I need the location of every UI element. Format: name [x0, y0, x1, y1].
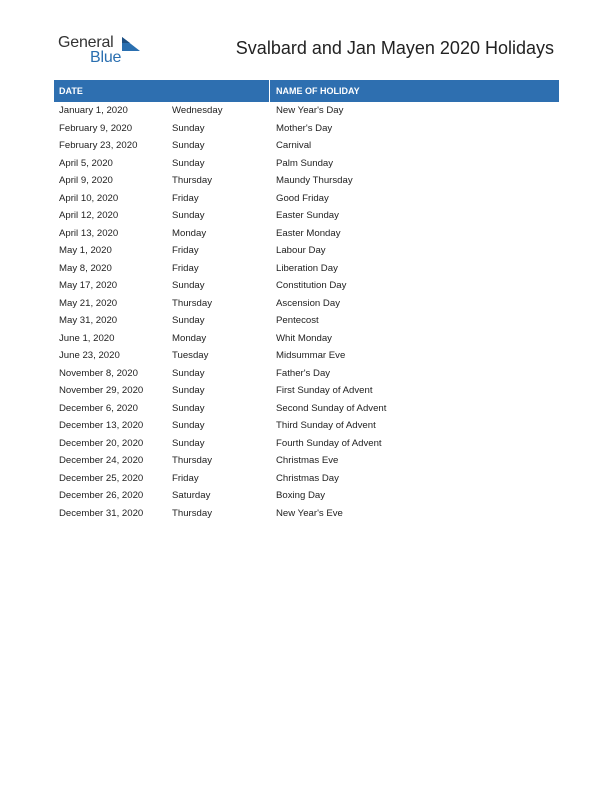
cell-holiday-name: Palm Sunday: [276, 157, 334, 169]
cell-holiday-name: Liberation Day: [276, 262, 338, 274]
table-row: [54, 295, 559, 313]
header-divider: [269, 80, 270, 102]
cell-holiday-name: Maundy Thursday: [276, 175, 353, 186]
cell-holiday-name: New Year's Eve: [276, 507, 343, 519]
table-row: [54, 242, 559, 260]
table-row: [54, 277, 559, 295]
cell-weekday: Monday: [172, 227, 207, 239]
holidays-table: [54, 80, 559, 522]
cell-date: January 1, 2020: [59, 105, 128, 116]
table-row: [54, 225, 559, 243]
cell-holiday-name: Constitution Day: [276, 280, 347, 291]
table-row: [54, 330, 559, 348]
cell-date: April 12, 2020: [59, 210, 119, 221]
cell-holiday-name: Third Sunday of Advent: [276, 420, 376, 431]
cell-weekday: Sunday: [172, 315, 205, 326]
cell-weekday: Sunday: [172, 210, 205, 221]
cell-weekday: Thursday: [172, 507, 212, 519]
cell-date: December 25, 2020: [59, 472, 144, 484]
page-title: Svalbard and Jan Mayen 2020 Holidays: [235, 38, 554, 58]
cell-holiday-name: Midsummar Eve: [276, 350, 346, 361]
cell-holiday-name: New Year's Day: [276, 105, 344, 116]
cell-holiday-name: Pentecost: [276, 315, 319, 326]
cell-date: April 5, 2020: [59, 157, 113, 169]
cell-date: February 9, 2020: [59, 122, 133, 134]
cell-date: November 29, 2020: [59, 385, 144, 396]
cell-date: December 31, 2020: [59, 507, 144, 519]
cell-date: April 13, 2020: [59, 227, 119, 239]
cell-holiday-name: Whit Monday: [276, 332, 332, 344]
cell-holiday-name: Second Sunday of Advent: [276, 402, 387, 414]
table-row: [54, 487, 559, 505]
cell-date: April 9, 2020: [59, 175, 113, 186]
cell-holiday-name: First Sunday of Advent: [276, 385, 373, 396]
cell-weekday: Friday: [172, 472, 199, 484]
table-row: [54, 400, 559, 418]
cell-weekday: Sunday: [172, 437, 205, 449]
cell-holiday-name: Carnival: [276, 140, 312, 151]
table-row: [54, 417, 559, 435]
cell-date: February 23, 2020: [59, 140, 138, 151]
cell-date: May 8, 2020: [59, 262, 112, 274]
table-row: [54, 452, 559, 470]
cell-holiday-name: Easter Monday: [276, 227, 341, 239]
table-row: [54, 435, 559, 453]
cell-date: June 23, 2020: [59, 350, 120, 361]
cell-holiday-name: Labour Day: [276, 245, 326, 256]
cell-weekday: Sunday: [172, 280, 205, 291]
cell-holiday-name: Ascension Day: [276, 297, 340, 309]
cell-date: May 1, 2020: [59, 245, 112, 256]
logo-text-general: General: [58, 34, 114, 51]
table-row: [54, 382, 559, 400]
cell-weekday: Tuesday: [172, 350, 209, 361]
cell-weekday: Monday: [172, 332, 207, 344]
cell-date: December 13, 2020: [59, 420, 144, 431]
header-holiday-name: NAME OF HOLIDAY: [276, 86, 360, 96]
cell-weekday: Wednesday: [172, 105, 223, 116]
table-row: [54, 347, 559, 365]
cell-date: December 6, 2020: [59, 402, 138, 414]
cell-weekday: Sunday: [172, 420, 205, 431]
cell-holiday-name: Mother's Day: [276, 122, 333, 134]
cell-holiday-name: Christmas Eve: [276, 455, 339, 466]
cell-weekday: Sunday: [172, 157, 205, 169]
cell-date: December 20, 2020: [59, 437, 144, 449]
table-row: [54, 470, 559, 488]
table-row: [54, 365, 559, 383]
cell-date: December 26, 2020: [59, 490, 144, 501]
cell-date: May 31, 2020: [59, 315, 118, 326]
cell-weekday: Sunday: [172, 140, 205, 151]
cell-holiday-name: Christmas Day: [276, 472, 339, 484]
logo-text-blue: Blue: [90, 49, 122, 66]
cell-holiday-name: Boxing Day: [276, 490, 326, 501]
cell-weekday: Sunday: [172, 367, 205, 379]
table-row: [54, 312, 559, 330]
cell-weekday: Sunday: [172, 385, 205, 396]
cell-holiday-name: Easter Sunday: [276, 210, 339, 221]
table-body: [54, 102, 559, 522]
cell-date: November 8, 2020: [59, 367, 138, 379]
table-row: [54, 155, 559, 173]
logo: [58, 34, 148, 68]
cell-holiday-name: Good Friday: [276, 192, 329, 204]
header-date: DATE: [59, 86, 83, 96]
cell-date: December 24, 2020: [59, 455, 144, 466]
table-row: [54, 102, 559, 120]
table-row: [54, 260, 559, 278]
cell-weekday: Friday: [172, 262, 199, 274]
table-row: [54, 505, 559, 523]
table-row: [54, 172, 559, 190]
table-row: [54, 207, 559, 225]
logo-mark-icon: [120, 37, 140, 51]
cell-weekday: Saturday: [172, 490, 211, 501]
cell-weekday: Sunday: [172, 122, 205, 134]
cell-weekday: Thursday: [172, 297, 212, 309]
cell-date: June 1, 2020: [59, 332, 115, 344]
cell-weekday: Sunday: [172, 402, 205, 414]
table-row: [54, 120, 559, 138]
cell-weekday: Thursday: [172, 175, 212, 186]
cell-date: May 17, 2020: [59, 280, 118, 291]
cell-date: April 10, 2020: [59, 192, 119, 204]
table-row: [54, 190, 559, 208]
cell-holiday-name: Fourth Sunday of Advent: [276, 437, 382, 449]
cell-weekday: Thursday: [172, 455, 212, 466]
table-row: [54, 137, 559, 155]
cell-holiday-name: Father's Day: [276, 367, 331, 379]
cell-weekday: Friday: [172, 245, 199, 256]
cell-weekday: Friday: [172, 192, 199, 204]
table-header: [54, 80, 559, 102]
cell-date: May 21, 2020: [59, 297, 118, 309]
